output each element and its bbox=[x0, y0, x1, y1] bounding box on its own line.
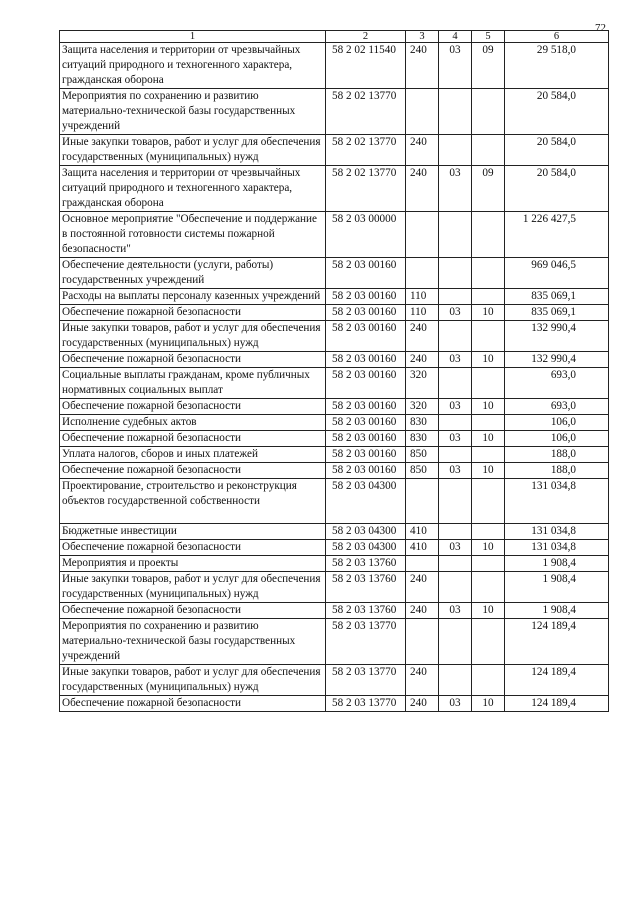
cell-name: Иные закупки товаров, работ и услуг для обеспечения государственных (муниципальных) нужд bbox=[60, 135, 326, 166]
table-row bbox=[60, 696, 609, 712]
cell-type: 240 bbox=[406, 43, 439, 89]
cell-code: 58 2 02 13770 bbox=[326, 89, 406, 135]
cell-sub: 10 bbox=[472, 305, 505, 321]
cell-sum: 132 990,4 bbox=[505, 321, 609, 352]
cell-sum: 124 189,4 bbox=[505, 665, 609, 696]
cell-sum: 969 046,5 bbox=[505, 258, 609, 289]
cell-code: 58 2 03 13760 bbox=[326, 572, 406, 603]
table-row bbox=[60, 540, 609, 556]
table-row bbox=[60, 166, 609, 212]
cell-sum: 131 034,8 bbox=[505, 524, 609, 540]
cell-sum: 131 034,8 bbox=[505, 479, 609, 524]
cell-code: 58 2 03 04300 bbox=[326, 479, 406, 524]
cell-name: Обеспечение пожарной безопасности bbox=[60, 431, 326, 447]
page-number: 72 bbox=[595, 22, 606, 34]
cell-sum: 1 908,4 bbox=[505, 572, 609, 603]
cell-code: 58 2 03 13770 bbox=[326, 619, 406, 665]
column-header: 2 bbox=[326, 31, 406, 43]
cell-sec bbox=[439, 524, 472, 540]
cell-sub: 10 bbox=[472, 603, 505, 619]
cell-sub bbox=[472, 524, 505, 540]
cell-name: Мероприятия по сохранению и развитию материально-технической базы государственных учреждений bbox=[60, 619, 326, 665]
cell-name: Бюджетные инвестиции bbox=[60, 524, 326, 540]
table-row bbox=[60, 524, 609, 540]
cell-sec bbox=[439, 135, 472, 166]
cell-sub: 09 bbox=[472, 43, 505, 89]
cell-sec bbox=[439, 415, 472, 431]
cell-sub bbox=[472, 289, 505, 305]
cell-sum: 29 518,0 bbox=[505, 43, 609, 89]
cell-type: 320 bbox=[406, 399, 439, 415]
cell-name: Обеспечение пожарной безопасности bbox=[60, 305, 326, 321]
cell-sub bbox=[472, 619, 505, 665]
cell-sub: 10 bbox=[472, 431, 505, 447]
cell-sec bbox=[439, 447, 472, 463]
table-row bbox=[60, 447, 609, 463]
cell-name: Защита населения и территории от чрезвычайных ситуаций природного и техногенного характера, гражданская оборона bbox=[60, 166, 326, 212]
cell-sub bbox=[472, 556, 505, 572]
cell-sec: 03 bbox=[439, 352, 472, 368]
table-row bbox=[60, 556, 609, 572]
table-row bbox=[60, 135, 609, 166]
cell-name: Проектирование, строительство и реконструкция объектов государственной собственности bbox=[60, 479, 326, 524]
cell-code: 58 2 03 00160 bbox=[326, 431, 406, 447]
cell-code: 58 2 02 13770 bbox=[326, 166, 406, 212]
cell-type: 320 bbox=[406, 368, 439, 399]
cell-sec bbox=[439, 212, 472, 258]
cell-sum: 20 584,0 bbox=[505, 135, 609, 166]
cell-name: Расходы на выплаты персоналу казенных учреждений bbox=[60, 289, 326, 305]
table-row bbox=[60, 479, 609, 524]
column-header: 6 bbox=[505, 31, 609, 43]
cell-sum: 131 034,8 bbox=[505, 540, 609, 556]
cell-name: Иные закупки товаров, работ и услуг для обеспечения государственных (муниципальных) нужд bbox=[60, 321, 326, 352]
cell-code: 58 2 03 00160 bbox=[326, 368, 406, 399]
table-row bbox=[60, 603, 609, 619]
cell-name: Мероприятия и проекты bbox=[60, 556, 326, 572]
cell-sum: 124 189,4 bbox=[505, 696, 609, 712]
budget-table bbox=[59, 30, 609, 712]
cell-code: 58 2 03 00160 bbox=[326, 463, 406, 479]
cell-type: 240 bbox=[406, 352, 439, 368]
column-header: 5 bbox=[472, 31, 505, 43]
cell-name: Обеспечение пожарной безопасности bbox=[60, 352, 326, 368]
cell-type bbox=[406, 258, 439, 289]
cell-type bbox=[406, 89, 439, 135]
cell-sub bbox=[472, 368, 505, 399]
cell-code: 58 2 03 00000 bbox=[326, 212, 406, 258]
cell-type: 410 bbox=[406, 540, 439, 556]
cell-sec bbox=[439, 619, 472, 665]
cell-sub bbox=[472, 258, 505, 289]
cell-type: 240 bbox=[406, 696, 439, 712]
cell-type: 240 bbox=[406, 572, 439, 603]
cell-name: Обеспечение пожарной безопасности bbox=[60, 399, 326, 415]
cell-name: Обеспечение пожарной безопасности bbox=[60, 540, 326, 556]
cell-type: 240 bbox=[406, 603, 439, 619]
table-row bbox=[60, 415, 609, 431]
cell-sec: 03 bbox=[439, 540, 472, 556]
cell-type bbox=[406, 212, 439, 258]
cell-type bbox=[406, 479, 439, 524]
cell-type: 240 bbox=[406, 166, 439, 212]
cell-sec bbox=[439, 321, 472, 352]
cell-sum: 835 069,1 bbox=[505, 305, 609, 321]
cell-sum: 693,0 bbox=[505, 399, 609, 415]
cell-sub bbox=[472, 321, 505, 352]
cell-sub bbox=[472, 135, 505, 166]
cell-sec: 03 bbox=[439, 463, 472, 479]
cell-sub bbox=[472, 572, 505, 603]
cell-type bbox=[406, 619, 439, 665]
cell-name: Обеспечение пожарной безопасности bbox=[60, 696, 326, 712]
cell-sum: 106,0 bbox=[505, 431, 609, 447]
cell-sub: 10 bbox=[472, 399, 505, 415]
table-row bbox=[60, 305, 609, 321]
table-row bbox=[60, 43, 609, 89]
cell-code: 58 2 03 00160 bbox=[326, 321, 406, 352]
cell-type: 110 bbox=[406, 289, 439, 305]
table-row bbox=[60, 289, 609, 305]
cell-sub bbox=[472, 415, 505, 431]
cell-type bbox=[406, 556, 439, 572]
cell-sum: 693,0 bbox=[505, 368, 609, 399]
cell-code: 58 2 03 13760 bbox=[326, 556, 406, 572]
cell-code: 58 2 03 00160 bbox=[326, 289, 406, 305]
cell-sub: 10 bbox=[472, 696, 505, 712]
cell-sec bbox=[439, 556, 472, 572]
table-row bbox=[60, 399, 609, 415]
cell-type: 850 bbox=[406, 463, 439, 479]
cell-code: 58 2 03 04300 bbox=[326, 540, 406, 556]
cell-sum: 835 069,1 bbox=[505, 289, 609, 305]
cell-code: 58 2 03 00160 bbox=[326, 305, 406, 321]
cell-code: 58 2 03 13760 bbox=[326, 603, 406, 619]
cell-name: Защита населения и территории от чрезвычайных ситуаций природного и техногенного характера, гражданская оборона bbox=[60, 43, 326, 89]
cell-sec bbox=[439, 665, 472, 696]
cell-name: Уплата налогов, сборов и иных платежей bbox=[60, 447, 326, 463]
cell-code: 58 2 02 11540 bbox=[326, 43, 406, 89]
cell-sub bbox=[472, 447, 505, 463]
cell-name: Обеспечение деятельности (услуги, работы) государственных учреждений bbox=[60, 258, 326, 289]
cell-code: 58 2 03 00160 bbox=[326, 258, 406, 289]
column-header: 1 bbox=[60, 31, 326, 43]
table-row bbox=[60, 321, 609, 352]
cell-code: 58 2 03 13770 bbox=[326, 696, 406, 712]
cell-sum: 20 584,0 bbox=[505, 166, 609, 212]
cell-sec: 03 bbox=[439, 399, 472, 415]
cell-name: Основное мероприятие "Обеспечение и поддержание в постоянной готовности системы пожарной безопасности" bbox=[60, 212, 326, 258]
cell-sum: 106,0 bbox=[505, 415, 609, 431]
table-body bbox=[60, 43, 609, 712]
cell-type: 240 bbox=[406, 135, 439, 166]
cell-type: 410 bbox=[406, 524, 439, 540]
table-row bbox=[60, 368, 609, 399]
column-header: 4 bbox=[439, 31, 472, 43]
header-row bbox=[60, 31, 609, 43]
table-row bbox=[60, 619, 609, 665]
cell-sec: 03 bbox=[439, 166, 472, 212]
cell-sec: 03 bbox=[439, 696, 472, 712]
cell-sum: 132 990,4 bbox=[505, 352, 609, 368]
cell-sec: 03 bbox=[439, 431, 472, 447]
cell-sub bbox=[472, 665, 505, 696]
cell-sub: 10 bbox=[472, 463, 505, 479]
table-row bbox=[60, 89, 609, 135]
cell-sec bbox=[439, 258, 472, 289]
cell-name: Иные закупки товаров, работ и услуг для обеспечения государственных (муниципальных) нужд bbox=[60, 572, 326, 603]
cell-sum: 188,0 bbox=[505, 463, 609, 479]
cell-name: Мероприятия по сохранению и развитию материально-технической базы государственных учреждений bbox=[60, 89, 326, 135]
column-header: 3 bbox=[406, 31, 439, 43]
cell-code: 58 2 03 04300 bbox=[326, 524, 406, 540]
cell-sec bbox=[439, 479, 472, 524]
table-row bbox=[60, 463, 609, 479]
cell-sec: 03 bbox=[439, 305, 472, 321]
cell-name: Исполнение судебных актов bbox=[60, 415, 326, 431]
cell-code: 58 2 02 13770 bbox=[326, 135, 406, 166]
cell-code: 58 2 03 00160 bbox=[326, 399, 406, 415]
cell-sec: 03 bbox=[439, 43, 472, 89]
cell-code: 58 2 03 00160 bbox=[326, 352, 406, 368]
cell-sub bbox=[472, 479, 505, 524]
cell-name: Обеспечение пожарной безопасности bbox=[60, 463, 326, 479]
cell-type: 850 bbox=[406, 447, 439, 463]
cell-type: 240 bbox=[406, 321, 439, 352]
cell-sum: 188,0 bbox=[505, 447, 609, 463]
cell-sum: 1 226 427,5 bbox=[505, 212, 609, 258]
cell-name: Социальные выплаты гражданам, кроме публичных нормативных социальных выплат bbox=[60, 368, 326, 399]
table-row bbox=[60, 665, 609, 696]
table-row bbox=[60, 258, 609, 289]
cell-type: 830 bbox=[406, 431, 439, 447]
cell-type: 830 bbox=[406, 415, 439, 431]
cell-sec bbox=[439, 289, 472, 305]
cell-sub: 09 bbox=[472, 166, 505, 212]
cell-sec bbox=[439, 572, 472, 603]
cell-type: 110 bbox=[406, 305, 439, 321]
cell-type: 240 bbox=[406, 665, 439, 696]
cell-sec bbox=[439, 368, 472, 399]
cell-name: Обеспечение пожарной безопасности bbox=[60, 603, 326, 619]
table-row bbox=[60, 572, 609, 603]
cell-sum: 124 189,4 bbox=[505, 619, 609, 665]
cell-sum: 20 584,0 bbox=[505, 89, 609, 135]
cell-name: Иные закупки товаров, работ и услуг для обеспечения государственных (муниципальных) нужд bbox=[60, 665, 326, 696]
cell-sub: 10 bbox=[472, 540, 505, 556]
cell-sub bbox=[472, 89, 505, 135]
cell-sub bbox=[472, 212, 505, 258]
cell-sum: 1 908,4 bbox=[505, 603, 609, 619]
table-row bbox=[60, 431, 609, 447]
table-row bbox=[60, 212, 609, 258]
cell-code: 58 2 03 00160 bbox=[326, 415, 406, 431]
cell-code: 58 2 03 13770 bbox=[326, 665, 406, 696]
cell-code: 58 2 03 00160 bbox=[326, 447, 406, 463]
cell-sec: 03 bbox=[439, 603, 472, 619]
cell-sec bbox=[439, 89, 472, 135]
cell-sum: 1 908,4 bbox=[505, 556, 609, 572]
cell-sub: 10 bbox=[472, 352, 505, 368]
table-row bbox=[60, 352, 609, 368]
